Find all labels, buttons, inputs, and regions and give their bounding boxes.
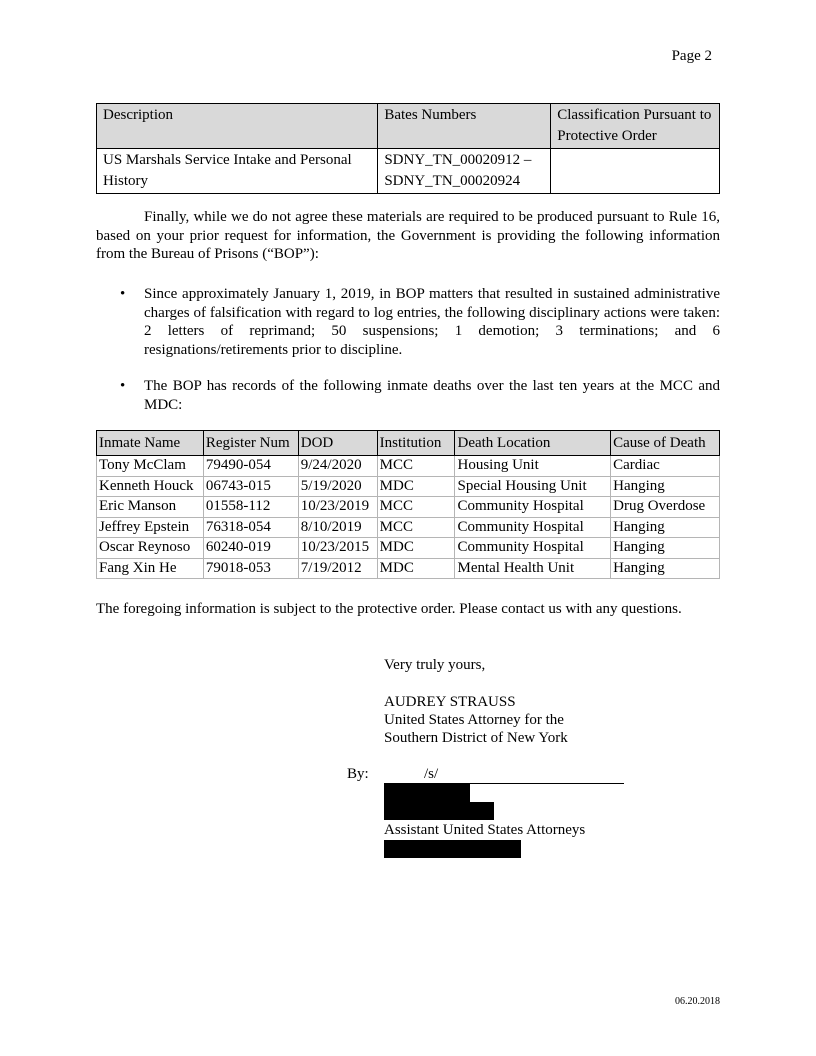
cell-dod: 10/23/2015 [298,538,377,559]
table-header-row [97,104,720,149]
attorney-role: Assistant United States Attorneys [384,822,586,838]
signature-mark: /s/ [424,766,439,782]
cell-register-num: 79018-053 [203,558,298,579]
cell-register-num: 76318-054 [203,517,298,538]
cell-cause-of-death: Hanging [611,476,720,497]
cell-bates-numbers: SDNY_TN_00020912 – SDNY_TN_00020924 [378,149,551,194]
body-paragraph [96,208,720,264]
cell-institution: MDC [377,558,455,579]
redaction-block [384,802,494,820]
signatory-title: United States Attorney for the [384,712,564,728]
closing-line: The foregoing information is subject to the protective order. Please contact us with any questions. [96,601,682,617]
inmate-deaths-table [96,430,720,579]
cell-death-location: Community Hospital [455,538,611,559]
cell-cause-of-death: Drug Overdose [611,497,720,518]
header-register-num: Register Num [203,431,298,456]
header-inmate-name: Inmate Name [97,431,204,456]
cell-register-num: 79490-054 [203,456,298,477]
header-institution: Institution [377,431,455,456]
bullet-item [120,285,720,359]
redaction-block [384,784,470,802]
bullet-text: Since approximately January 1, 2019, in BOP matters that resulted in sustained administrative charges of falsification with regard to log entries, the following disciplinary actions were taken: 2 letters of reprimand; 50 suspensions; 1 demotion; 3 terminations; and 6 resignations/retirements prior to discipline. [144,286,720,358]
header-bates-numbers: Bates Numbers [378,104,551,149]
cell-cause-of-death: Hanging [611,517,720,538]
salutation: Very truly yours, [384,657,486,673]
cell-inmate-name: Eric Manson [97,497,204,518]
cell-dod: 5/19/2020 [298,476,377,497]
header-cause-of-death: Cause of Death [611,431,720,456]
paragraph-text: Finally, while we do not agree these materials are required to be produced pursuant to Rule 16, based on your prior request for information, the Government is providing the following information from the Bureau of Prisons (“BOP”): [96,209,720,262]
cell-death-location: Housing Unit [455,456,611,477]
footer-code: 06.20.2018 [675,996,720,1007]
table-row [97,538,720,559]
cell-institution: MCC [377,497,455,518]
cell-inmate-name: Fang Xin He [97,558,204,579]
cell-register-num: 60240-019 [203,538,298,559]
bullet-text: The BOP has records of the following inmate deaths over the last ten years at the MCC and MDC: [144,378,720,413]
cell-institution: MCC [377,517,455,538]
header-classification: Classification Pursuant to Protective Order [551,104,720,149]
cell-inmate-name: Jeffrey Epstein [97,517,204,538]
cell-institution: MDC [377,538,455,559]
cell-dod: 7/19/2012 [298,558,377,579]
header-death-location: Death Location [455,431,611,456]
signatory-district: Southern District of New York [384,730,568,746]
bullet-item [120,377,720,414]
cell-inmate-name: Tony McClam [97,456,204,477]
by-label: By: [347,766,369,782]
cell-death-location: Community Hospital [455,517,611,538]
cell-description: US Marshals Service Intake and Personal History [97,149,378,194]
cell-institution: MDC [377,476,455,497]
cell-dod: 9/24/2020 [298,456,377,477]
table-row [97,517,720,538]
page-number: Page 2 [671,48,712,64]
cell-inmate-name: Oscar Reynoso [97,538,204,559]
cell-register-num: 01558-112 [203,497,298,518]
header-dod: DOD [298,431,377,456]
cell-inmate-name: Kenneth Houck [97,476,204,497]
cell-cause-of-death: Cardiac [611,456,720,477]
cell-classification [551,149,720,194]
header-description: Description [97,104,378,149]
cell-cause-of-death: Hanging [611,558,720,579]
bullet-icon: • [120,378,126,394]
production-table [96,103,720,194]
cell-dod: 10/23/2019 [298,497,377,518]
bullet-icon: • [120,286,126,302]
signatory-name: AUDREY STRAUSS [384,694,516,710]
table-row [97,456,720,477]
cell-death-location: Mental Health Unit [455,558,611,579]
cell-register-num: 06743-015 [203,476,298,497]
signature-line [384,766,624,784]
table-row [97,476,720,497]
redaction-block [384,840,521,858]
table-row [97,497,720,518]
table-header-row [97,431,720,456]
cell-death-location: Special Housing Unit [455,476,611,497]
cell-dod: 8/10/2019 [298,517,377,538]
table-row [97,558,720,579]
table-row [97,149,720,194]
cell-death-location: Community Hospital [455,497,611,518]
cell-cause-of-death: Hanging [611,538,720,559]
cell-institution: MCC [377,456,455,477]
